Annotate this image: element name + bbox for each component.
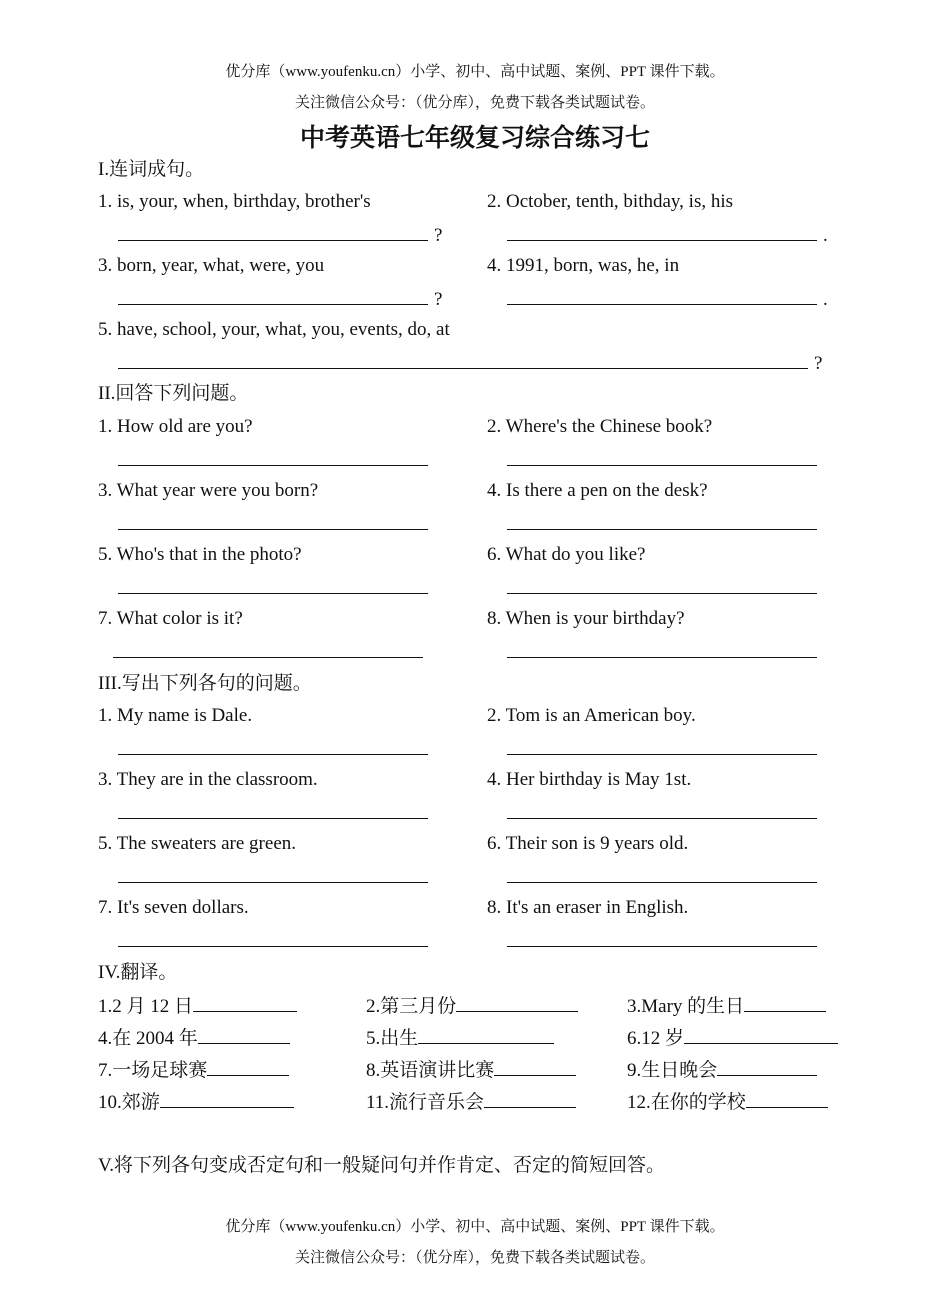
s4-item-4[interactable]: 4.在 2004 年 [98,1025,290,1051]
s3-answer-line-6[interactable] [507,864,817,890]
s1-question-5: 5. have, school, your, what, you, events, do, at [98,319,450,340]
s1-answer-line-3[interactable]: ? [118,286,442,312]
s3-answer-line-7[interactable] [118,928,428,954]
header-line-1: 优分库（www.youfenku.cn）小学、初中、高中试题、案例、PPT 课件下载。 [225,64,725,80]
s2-question-3: 3. What year were you born? [98,480,319,501]
s3-sentence-7: 7. It's seven dollars. [98,897,249,918]
s2-question-8: 8. When is your birthday? [487,608,685,629]
s2-question-5: 5. Who's that in the photo? [98,544,302,565]
s2-answer-line-1[interactable] [118,447,428,473]
s3-sentence-4: 4. Her birthday is May 1st. [487,769,692,790]
s4-item-5[interactable]: 5.出生 [366,1025,554,1051]
s3-sentence-1: 1. My name is Dale. [98,705,253,726]
s1-question-2: 2. October, tenth, bithday, is, his [487,191,734,212]
s2-question-4: 4. Is there a pen on the desk? [487,480,708,501]
s3-sentence-8: 8. It's an eraser in English. [487,897,689,918]
section-5-heading: V.将下列各句变成否定句和一般疑问句并作肯定、否定的简短回答。 [98,1155,666,1176]
footer-line-2: 关注微信公众号：（优分库），免费下载各类试题试卷。 [294,1250,655,1266]
s2-question-2: 2. Where's the Chinese book? [487,416,713,437]
s2-answer-line-7[interactable] [113,639,423,665]
s2-question-7: 7. What color is it? [98,608,243,629]
s2-question-6: 6. What do you like? [487,544,646,565]
s4-item-6[interactable]: 6.12 岁 [627,1025,838,1051]
section-2-heading: II.回答下列问题。 [98,383,249,404]
s4-item-8[interactable]: 8.英语演讲比赛 [366,1057,576,1083]
s3-sentence-3: 3. They are in the classroom. [98,769,318,790]
s3-sentence-6: 6. Their son is 9 years old. [487,833,689,854]
footer-line-1: 优分库（www.youfenku.cn）小学、初中、高中试题、案例、PPT 课件下载。 [225,1219,725,1235]
s4-item-9[interactable]: 9.生日晚会 [627,1057,817,1083]
s1-answer-line-5[interactable]: ? [118,350,822,376]
s4-item-12[interactable]: 12.在你的学校 [627,1089,828,1115]
s1-question-1: 1. is, your, when, birthday, brother's [98,191,371,212]
s1-question-3: 3. born, year, what, were, you [98,255,325,276]
s2-answer-line-3[interactable] [118,511,428,537]
section-1-heading: I.连词成句。 [98,159,205,180]
s2-answer-line-4[interactable] [507,511,817,537]
s2-question-1: 1. How old are you? [98,416,253,437]
s1-answer-line-2[interactable]: . [507,222,828,248]
s3-answer-line-3[interactable] [118,800,428,826]
s4-item-3[interactable]: 3.Mary 的生日 [627,993,826,1019]
s1-answer-line-4[interactable]: . [507,286,828,312]
s2-answer-line-6[interactable] [507,575,817,601]
section-4-heading: IV.翻译。 [98,962,178,983]
s3-sentence-5: 5. The sweaters are green. [98,833,296,854]
s3-answer-line-8[interactable] [507,928,817,954]
s4-item-11[interactable]: 11.流行音乐会 [366,1089,576,1115]
s1-answer-line-1[interactable]: ? [118,222,442,248]
s2-answer-line-8[interactable] [507,639,817,665]
s1-question-4: 4. 1991, born, was, he, in [487,255,680,276]
s3-answer-line-1[interactable] [118,736,428,762]
s2-answer-line-2[interactable] [507,447,817,473]
s3-answer-line-5[interactable] [118,864,428,890]
s4-item-1[interactable]: 1.2 月 12 日 [98,993,297,1019]
s4-item-2[interactable]: 2.第三月份 [366,993,578,1019]
s3-answer-line-2[interactable] [507,736,817,762]
section-3-heading: III.写出下列各句的问题。 [98,673,312,694]
page-title: 中考英语七年级复习综合练习七 [299,125,650,152]
s3-sentence-2: 2. Tom is an American boy. [487,705,696,726]
s4-item-7[interactable]: 7.一场足球赛 [98,1057,289,1083]
header-line-2: 关注微信公众号：（优分库），免费下载各类试题试卷。 [294,95,655,111]
s4-item-10[interactable]: 10.郊游 [98,1089,294,1115]
s2-answer-line-5[interactable] [118,575,428,601]
s3-answer-line-4[interactable] [507,800,817,826]
